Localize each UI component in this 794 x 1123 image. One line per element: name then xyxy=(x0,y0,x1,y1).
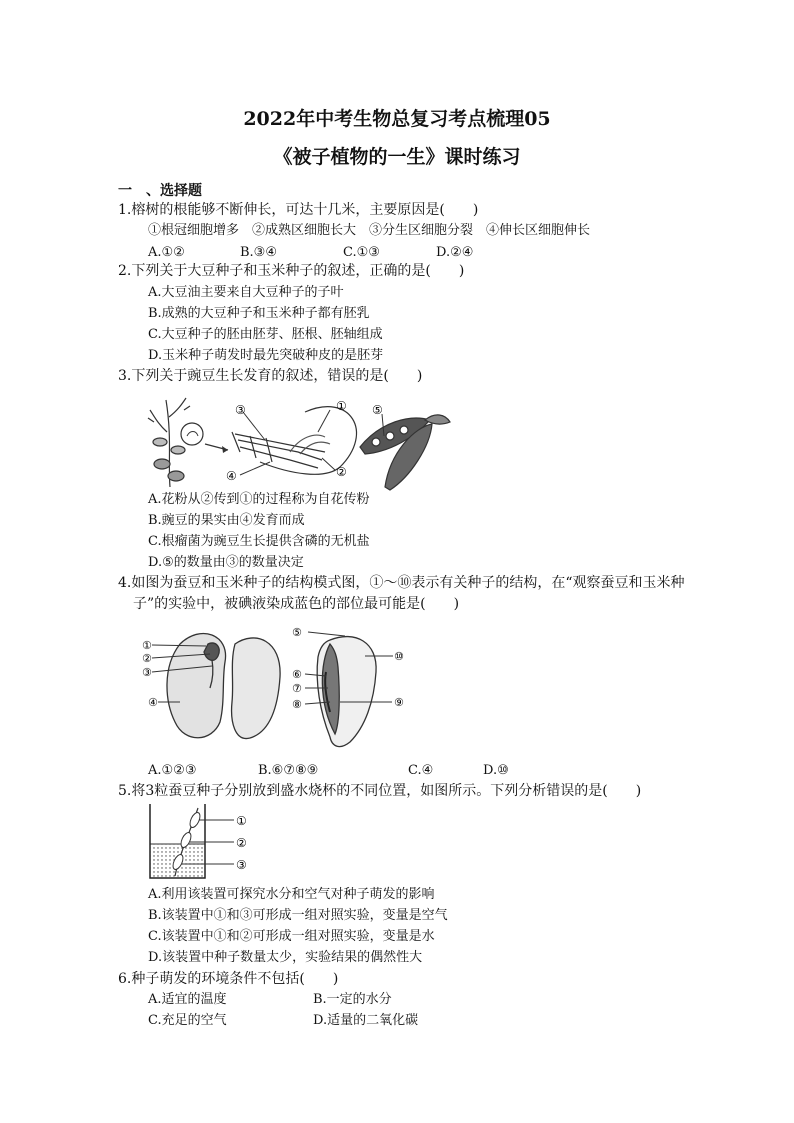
q2-option-c: C.大豆种子的胚由胚芽、胚根、胚轴组成 xyxy=(148,327,383,342)
q5-stem: 5.将3粒蚕豆种子分别放到盛水烧杯的不同位置，如图所示。下列分析错误的是( ) xyxy=(118,783,642,799)
page-subtitle: 《被子植物的一生》课时练习 xyxy=(273,146,521,168)
q4-label-1: ① xyxy=(142,639,152,652)
q3-stem: 3.下列关于豌豆生长发育的叙述，错误的是( ) xyxy=(118,368,423,384)
q1-facts: ①根冠细胞增多 ②成熟区细胞长大 ③分生区细胞分裂 ④伸长区细胞伸长 xyxy=(148,223,591,238)
q5-option-d: D.该装置中种子数量太少，实验结果的偶然性大 xyxy=(148,950,423,965)
q4-label-5: ⑤ xyxy=(292,626,302,639)
q3-label-1: ① xyxy=(336,399,347,413)
q1-option-a: A.①② xyxy=(148,245,185,260)
q3-label-2: ② xyxy=(336,465,347,479)
q4-label-9: ⑨ xyxy=(394,696,404,709)
q6-stem: 6.种子萌发的环境条件不包括( ) xyxy=(118,971,339,987)
bean-seed-drawing xyxy=(167,634,280,739)
q4-label-7: ⑦ xyxy=(292,682,302,695)
q3-label-3: ③ xyxy=(235,403,246,417)
q4-option-b: B.⑥⑦⑧⑨ xyxy=(258,763,319,778)
q4-label-3: ③ xyxy=(142,666,152,679)
q6-option-b: B.一定的水分 xyxy=(313,992,392,1007)
q5-option-c: C.该装置中①和②可形成一组对照实验，变量是水 xyxy=(148,929,435,944)
q3-option-a: A.花粉从②传到①的过程称为自花传粉 xyxy=(148,492,370,507)
q3-option-d: D.⑤的数量由③的数量决定 xyxy=(148,555,304,570)
q5-label-2: ② xyxy=(236,836,247,850)
beaker-figure xyxy=(140,802,260,882)
q1-stem: 1.榕树的根能够不断伸长，可达十几米，主要原因是( ) xyxy=(118,202,479,218)
pea-pods-drawing xyxy=(360,415,450,490)
q5-option-a: A.利用该装置可探究水分和空气对种子萌发的影响 xyxy=(148,887,435,902)
q4-stem-line1: 4.如图为蚕豆和玉米种子的结构模式图，①～⑩表示有关种子的结构，在“观察蚕豆和玉米种 xyxy=(118,575,685,591)
seed-structure-figure xyxy=(140,622,420,757)
q5-option-b: B.该装置中①和③可形成一组对照实验，变量是空气 xyxy=(148,908,448,923)
page-title: 2022年中考生物总复习考点梳理05 xyxy=(243,108,551,130)
q2-stem: 2.下列关于大豆种子和玉米种子的叙述，正确的是( ) xyxy=(118,263,465,279)
q6-option-c: C.充足的空气 xyxy=(148,1013,227,1028)
q2-option-a: A.大豆油主要来自大豆种子的子叶 xyxy=(148,285,344,300)
q1-option-c: C.①③ xyxy=(343,245,380,260)
q5-label-3: ③ xyxy=(236,858,247,872)
q2-option-d: D.玉米种子萌发时最先突破种皮的是胚芽 xyxy=(148,348,384,363)
q3-label-5: ⑤ xyxy=(372,403,383,417)
q4-label-6: ⑥ xyxy=(292,668,302,681)
q6-option-a: A.适宜的温度 xyxy=(148,992,227,1007)
pea-plant-drawing xyxy=(148,398,190,487)
q4-label-10: ⑩ xyxy=(394,650,404,663)
q4-label-4: ④ xyxy=(148,696,158,709)
q4-stem-line2: 子”的实验中，被碘液染成蓝色的部位最可能是( ) xyxy=(133,596,460,612)
q1-option-d: D.②④ xyxy=(436,245,474,260)
q4-label-8: ⑧ xyxy=(292,698,302,711)
q4-label-2: ② xyxy=(142,652,152,665)
q4-option-a: A.①②③ xyxy=(148,763,197,778)
q3-label-4: ④ xyxy=(226,469,237,483)
q1-option-b: B.③④ xyxy=(240,245,277,260)
flower-zoom-circle xyxy=(181,423,203,445)
q6-option-d: D.适量的二氧化碳 xyxy=(313,1013,419,1028)
q2-option-b: B.成熟的大豆种子和玉米种子都有胚乳 xyxy=(148,306,370,321)
corn-seed-drawing xyxy=(317,637,376,747)
pea-development-figure xyxy=(140,392,460,492)
q5-label-1: ① xyxy=(236,814,247,828)
q4-option-c: C.④ xyxy=(408,763,434,778)
q3-option-c: C.根瘤菌为豌豆生长提供含磷的无机盐 xyxy=(148,534,370,549)
section-heading: 一 、选择题 xyxy=(118,183,202,199)
q3-option-b: B.豌豆的果实由④发育而成 xyxy=(148,513,305,528)
q4-option-d: D.⑩ xyxy=(483,763,509,778)
